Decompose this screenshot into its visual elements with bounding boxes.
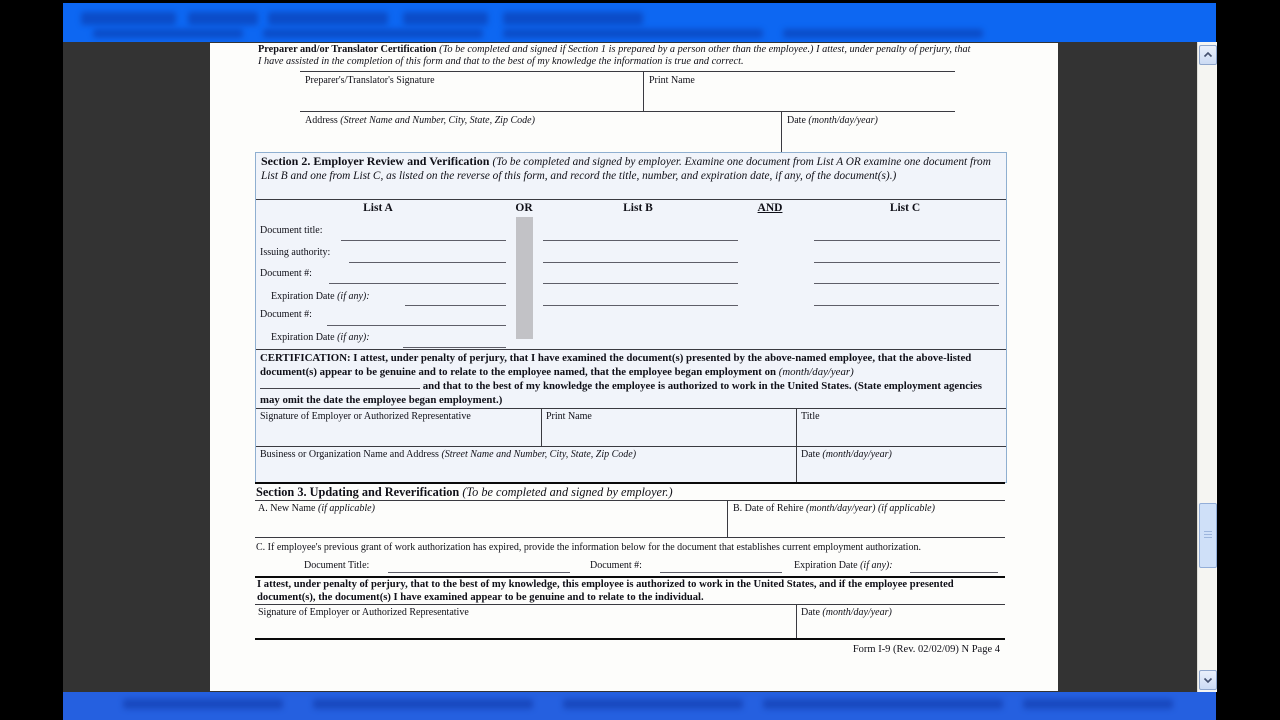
divider-line (727, 500, 728, 537)
fill-line (814, 305, 999, 306)
preparer-address-label: Address (Street Name and Number, City, State, Zip Code) (305, 115, 535, 126)
section2-box (255, 152, 1007, 483)
preparer-certification-paragraph (258, 44, 973, 67)
fill-line (388, 572, 570, 573)
title-label: Title (801, 411, 820, 422)
certification-paragraph: CERTIFICATION: I attest, under penalty of perjury, that I have examined the document(s) presented by the above-named employee, that the above-listed document(s) appear to be genuine and to relate to the employee named, that the employee began employment on (month/day/year) and that to the best of my knowledge the employee is authorized to work in the United States. (State employment agencies may omit the date the employee began employment.) (260, 352, 982, 406)
divider-line (300, 111, 955, 112)
chevron-up-icon (1203, 51, 1213, 59)
document-number-label: Document #: (260, 309, 312, 320)
fill-line (814, 283, 999, 284)
preparer-date-label: Date (month/day/year) (787, 115, 878, 126)
rehire-date-label: B. Date of Rehire (month/day/year) (if applicable) (733, 503, 935, 514)
blurred-text (503, 29, 763, 38)
divider-line (643, 71, 644, 111)
preparer-print-name-label: Print Name (649, 75, 695, 86)
document-viewer (63, 42, 1216, 692)
fill-line (814, 262, 1000, 263)
blurred-text (503, 12, 643, 25)
divider-line (255, 482, 1005, 484)
issuing-authority-label: Issuing authority: (260, 247, 331, 258)
thumb-grip-icon (1204, 531, 1212, 540)
blurred-text (81, 12, 176, 25)
blurred-text (93, 29, 243, 38)
divider-line (255, 500, 1005, 501)
and-header: AND (757, 202, 783, 214)
section2-heading: Section 2. Employer Review and Verification (261, 154, 493, 168)
scroll-up-button[interactable] (1199, 45, 1217, 65)
divider-line (300, 71, 955, 72)
scroll-down-button[interactable] (1199, 670, 1217, 690)
section3-heading: Section 3. Updating and Reverification (To be completed and signed by employer.) (256, 485, 673, 499)
fill-line (660, 572, 782, 573)
fill-line (260, 379, 420, 389)
fill-line (349, 262, 506, 263)
divider-line (796, 604, 797, 638)
divider-line (256, 446, 1006, 447)
preparer-heading: Preparer and/or Translator Certification (258, 44, 440, 55)
date-label: Date (month/day/year) (801, 449, 892, 460)
blurred-text (783, 29, 983, 38)
blurred-text (313, 699, 533, 709)
list-c-header: List C (889, 202, 921, 214)
divider-line (256, 408, 1006, 409)
document-number-label: Document #: (260, 268, 312, 279)
expiration-date-label: Expiration Date (if any): (271, 332, 370, 343)
fill-line (543, 240, 738, 241)
section3-c-sentence: C. If employee's previous grant of work authorization has expired, provide the information below for the document that establishes current employment authorization. (256, 542, 921, 553)
bottom-bar (63, 692, 1216, 720)
blurred-text (563, 699, 743, 709)
document-title-label: Document title: (260, 225, 323, 236)
preparer-signature-label: Preparer's/Translator's Signature (305, 75, 435, 86)
section2-note: (To be completed and signed by employer. Examine one document from List A OR examine one document from List B and one from List C, as listed on the reverse of this form, and record the title, number, and expiration date, if any, of the document(s).) (261, 156, 991, 182)
document-title-label: Document Title: (304, 560, 370, 571)
divider-line (796, 446, 797, 482)
divider-line (256, 199, 1006, 200)
section3-attestation: I attest, under penalty of perjury, that to the best of my knowledge, this employee is authorized to work in the United States, and if the employee presented document(s), the document(s) I have examined appear to be genuine and to relate to the individual. (257, 579, 954, 603)
expiration-date-label: Expiration Date (if any): (794, 560, 893, 571)
blurred-text (188, 12, 258, 25)
fill-line (403, 347, 506, 348)
divider-line (256, 349, 1006, 350)
expiration-date-label: Expiration Date (if any): (271, 291, 370, 302)
scrollbar-thumb[interactable] (1199, 503, 1217, 568)
section2-heading-paragraph (261, 155, 1001, 184)
blurred-text (403, 12, 488, 25)
print-name-label: Print Name (546, 411, 592, 422)
employer-signature-label: Signature of Employer or Authorized Representative (260, 411, 471, 422)
divider-line (255, 638, 1005, 640)
or-divider-bar (516, 217, 533, 339)
fill-line (543, 262, 738, 263)
or-header: OR (515, 202, 533, 214)
form-page (210, 43, 1058, 691)
divider-line (255, 537, 1005, 538)
fill-line (327, 325, 506, 326)
date-label: Date (month/day/year) (801, 607, 892, 618)
fill-line (814, 240, 1000, 241)
fill-line (341, 240, 506, 241)
fill-line (543, 283, 738, 284)
fill-line (329, 283, 506, 284)
blurred-text (1023, 699, 1173, 709)
divider-line (781, 111, 782, 152)
form-footer: Form I-9 (Rev. 02/02/09) N Page 4 (852, 644, 1000, 655)
list-a-header: List A (363, 202, 393, 214)
fill-line (543, 305, 738, 306)
blurred-text (123, 699, 283, 709)
divider-line (796, 408, 797, 446)
new-name-label: A. New Name (if applicable) (258, 503, 375, 514)
preparer-note: (To be completed and signed if Section 1 is prepared by a person other than the employee.) (439, 44, 817, 55)
fill-line (405, 305, 506, 306)
document-number-label: Document #: (590, 560, 642, 571)
blurred-text (268, 12, 388, 25)
blurred-text (763, 699, 1003, 709)
divider-line (541, 408, 542, 446)
business-name-label: Business or Organization Name and Address (Street Name and Number, City, State, Zip Code) (260, 449, 637, 460)
fill-line (910, 572, 998, 573)
top-bar (63, 3, 1216, 42)
blurred-text (263, 29, 483, 38)
employer-signature-label: Signature of Employer or Authorized Representative (258, 607, 469, 618)
divider-line (255, 604, 1005, 605)
divider-line (255, 576, 1005, 578)
preparer-attestation: I attest, under penalty of perjury, that I have assisted in the completion of this form and that to the best of my knowledge the information is true and correct. (258, 44, 971, 67)
vertical-scrollbar[interactable] (1197, 42, 1217, 692)
list-b-header: List B (623, 202, 653, 214)
chevron-down-icon (1203, 676, 1213, 684)
